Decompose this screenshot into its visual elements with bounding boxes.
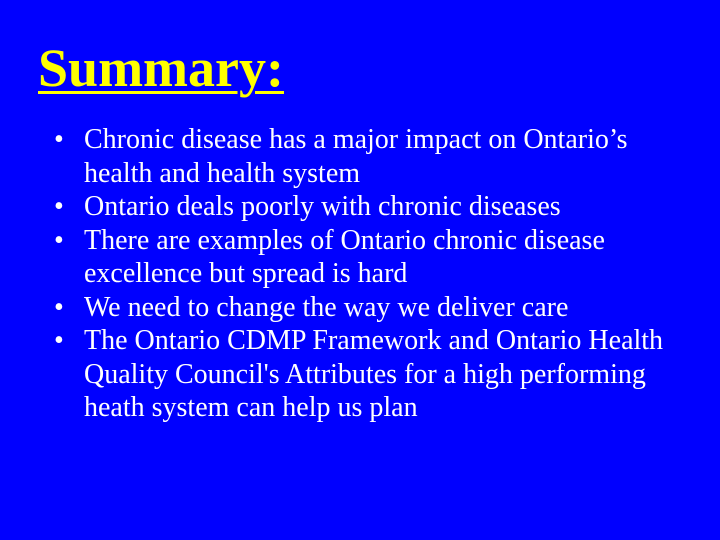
bullet-icon: • — [54, 291, 64, 323]
bullet-item — [54, 190, 694, 224]
bullet-item — [54, 291, 694, 325]
bullet-text: Ontario deals poorly with chronic diseases — [84, 191, 561, 222]
bullet-item — [54, 324, 694, 425]
bullet-text: The Ontario CDMP Framework and Ontario Health Quality Council's Attributes for a high performing heath system can help us plan — [84, 325, 664, 423]
bullet-item — [54, 123, 694, 190]
slide-title: Summary: — [38, 38, 284, 98]
bullet-list — [54, 123, 694, 425]
bullet-icon: • — [54, 325, 64, 356]
bullet-icon: • — [54, 224, 64, 256]
bullet-text: Chronic disease has a major impact on Ontario’s health and health system — [84, 124, 628, 189]
bullet-icon: • — [54, 124, 64, 155]
bullet-icon: • — [54, 191, 64, 222]
bullet-text: We need to change the way we deliver care — [84, 291, 569, 323]
bullet-text: There are examples of Ontario chronic disease excellence but spread is hard — [84, 224, 605, 289]
bullet-item — [54, 224, 694, 291]
